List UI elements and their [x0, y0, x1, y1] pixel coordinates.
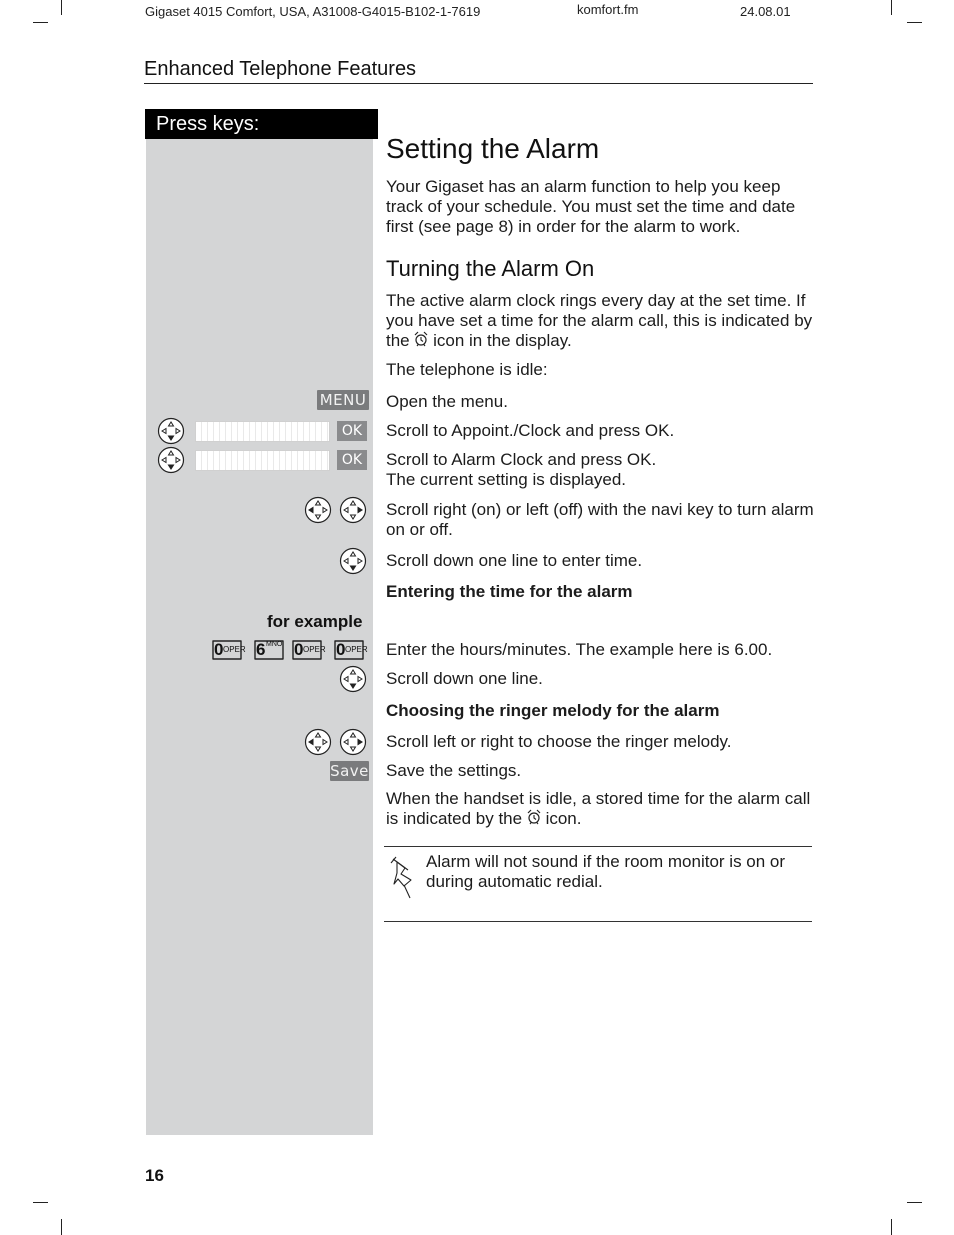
- stored-alarm-text: [386, 789, 814, 829]
- crop-mark: [907, 22, 922, 23]
- digit-sub: OPER: [303, 645, 326, 654]
- choosing-heading: Choosing the ringer melody for the alarm: [386, 701, 720, 720]
- digit-num: 0: [294, 640, 304, 659]
- menu-key[interactable]: MENU: [317, 390, 369, 410]
- crop-mark: [907, 1202, 922, 1203]
- digit-sub: OPER: [223, 645, 246, 654]
- note-text: Alarm will not sound if the room monitor is on or during automatic redial.: [426, 852, 786, 891]
- alarm-clock-icon: [414, 331, 428, 347]
- page-number: 16: [145, 1166, 164, 1185]
- step-scroll-down-line: Scroll down one line.: [386, 669, 543, 688]
- step-scroll-melody: Scroll left or right to choose the ringer melody.: [386, 732, 732, 751]
- idle-text: The telephone is idle:: [386, 360, 548, 379]
- para-text: icon in the display.: [433, 331, 572, 350]
- step-enter-hours: Enter the hours/minutes. The example here is 6.00.: [386, 640, 773, 659]
- digit-key-0[interactable]: [211, 639, 246, 661]
- display-field: [195, 421, 330, 442]
- key-column: [146, 139, 373, 1135]
- digit-num: 0: [336, 640, 346, 659]
- digit-key-0[interactable]: [333, 639, 368, 661]
- digit-num: 0: [214, 640, 224, 659]
- step-line: The current setting is displayed.: [386, 470, 627, 489]
- navi-key-down-icon[interactable]: [157, 417, 185, 445]
- ok-key[interactable]: OK: [337, 450, 367, 470]
- digit-sub: MNO: [266, 641, 283, 648]
- para-text: The active alarm clock rings every day at the set time. If you have set a time for the alarm call, this is indicated by the: [386, 291, 813, 350]
- step-open-menu: Open the menu.: [386, 392, 508, 411]
- display-field: [195, 450, 330, 471]
- crop-mark: [33, 22, 48, 23]
- section-rule: [144, 83, 813, 84]
- ok-key[interactable]: OK: [337, 421, 367, 441]
- page-title: Setting the Alarm: [386, 133, 600, 164]
- navi-key-down-icon[interactable]: [339, 665, 367, 693]
- filename: komfort.fm: [577, 2, 639, 17]
- press-keys-label: Press keys:: [145, 109, 378, 139]
- note-top-rule: [384, 846, 812, 847]
- digit-key-row: [211, 639, 371, 663]
- navi-key-right-icon[interactable]: [339, 728, 367, 756]
- digit-sub: OPER: [345, 645, 368, 654]
- intro-text: Your Gigaset has an alarm function to help you keep track of your schedule. You must set the time and date first (see page 8) in order for the alarm to work.: [386, 177, 796, 236]
- step-line: Scroll to Alarm Clock and press OK.: [386, 450, 657, 469]
- digit-num: 6: [256, 640, 266, 659]
- section-title: Enhanced Telephone Features: [144, 58, 417, 80]
- save-key[interactable]: Save: [330, 762, 369, 780]
- navi-key-down-icon[interactable]: [339, 547, 367, 575]
- note-bottom-rule: [384, 921, 812, 922]
- stored-text: When the handset is idle, a stored time for the alarm call is indicated by the: [386, 789, 811, 828]
- step-scroll-alarm: [386, 450, 814, 490]
- para-active-alarm: [386, 291, 814, 351]
- doc-date: 24.08.01: [740, 4, 791, 19]
- stored-text: icon.: [545, 809, 582, 828]
- pushpin-note-icon: [390, 856, 416, 900]
- step-scroll-right: Scroll right (on) or left (off) with the navi key to turn alarm on or off.: [386, 500, 814, 539]
- navi-key-left-icon[interactable]: [304, 496, 332, 524]
- navi-key-left-icon[interactable]: [304, 728, 332, 756]
- subtitle: Turning the Alarm On: [386, 256, 595, 281]
- digit-key-6[interactable]: [253, 639, 285, 661]
- step-save: Save the settings.: [386, 761, 522, 780]
- crop-mark: [891, 1219, 892, 1235]
- step-scroll-down-time: Scroll down one line to enter time.: [386, 551, 643, 570]
- alarm-clock-icon: [527, 809, 541, 825]
- for-example-label: for example: [267, 612, 363, 631]
- doc-id: Gigaset 4015 Comfort, USA, A31008-G4015-B102-1-7619: [145, 4, 481, 19]
- digit-key-0[interactable]: [291, 639, 326, 661]
- crop-mark: [891, 0, 892, 15]
- navi-key-right-icon[interactable]: [339, 496, 367, 524]
- step-scroll-appoint: Scroll to Appoint./Clock and press OK.: [386, 421, 675, 440]
- crop-mark: [61, 0, 62, 15]
- navi-key-down-icon[interactable]: [157, 446, 185, 474]
- crop-mark: [33, 1202, 48, 1203]
- entering-heading: Entering the time for the alarm: [386, 582, 633, 601]
- crop-mark: [61, 1219, 62, 1235]
